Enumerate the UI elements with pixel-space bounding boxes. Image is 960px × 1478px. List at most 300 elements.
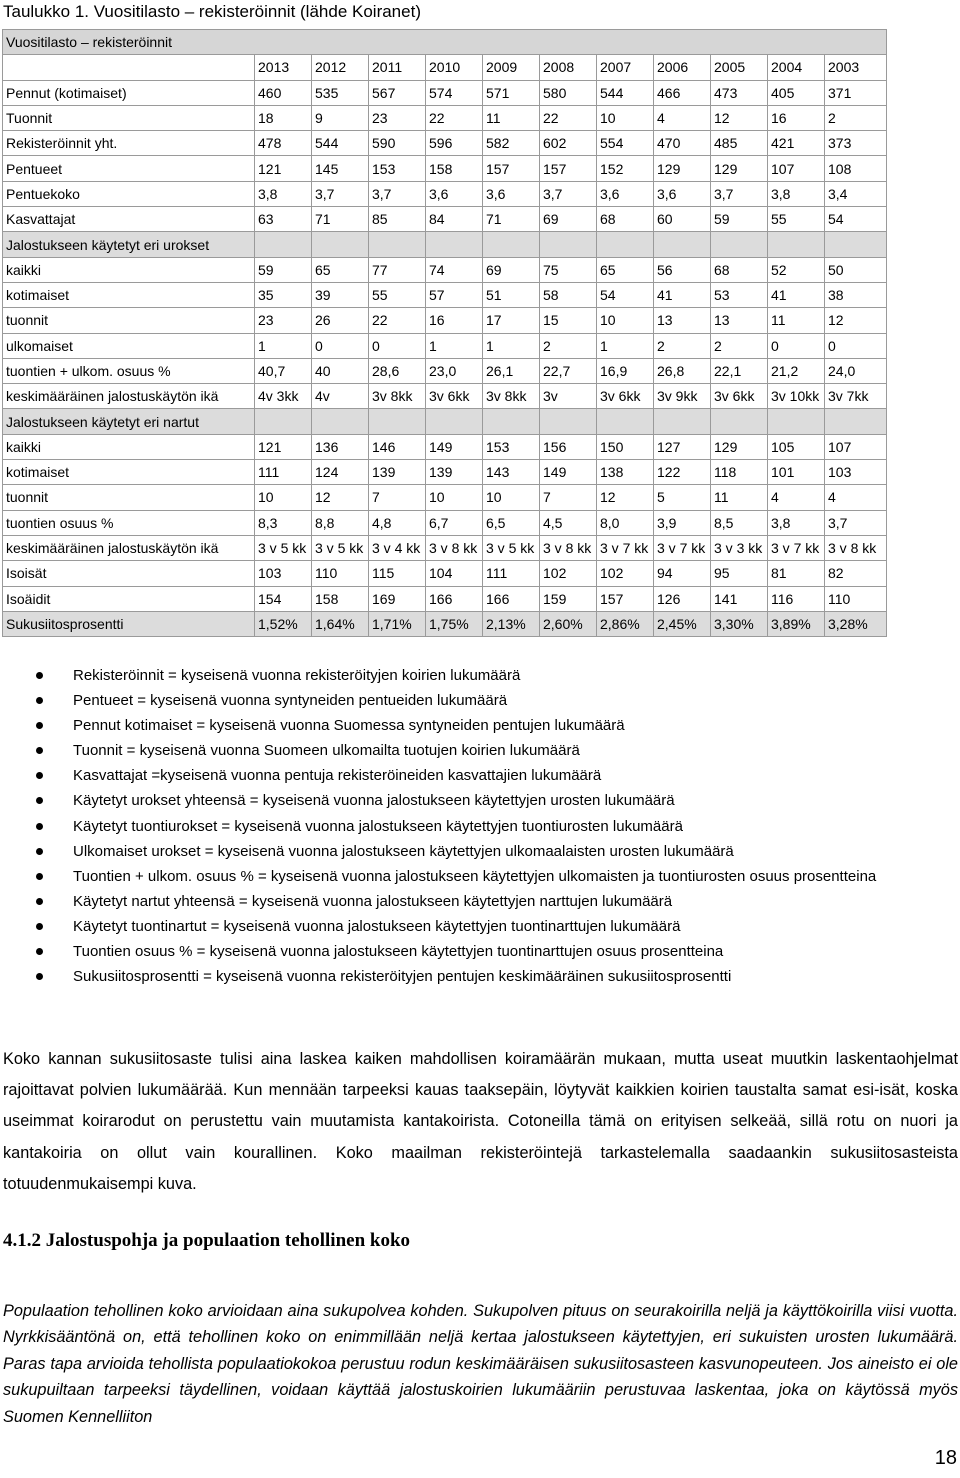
list-item-text: Käytetyt nartut yhteensä = kyseisenä vuonna jalostukseen käytettyjen narttujen lukumäärä [73, 892, 673, 910]
table-cell: 152 [597, 156, 654, 181]
table-cell: 65 [312, 257, 369, 282]
row-label: Pennut (kotimaiset) [3, 80, 255, 105]
table-row [3, 257, 887, 282]
table-cell: 68 [597, 207, 654, 232]
table-cell: 111 [255, 460, 312, 485]
table-cell: 12 [711, 105, 768, 130]
table-cell: 3,8 [768, 510, 825, 535]
table-cell: 58 [540, 282, 597, 307]
table-cell: 3,9 [654, 510, 711, 535]
list-item [0, 663, 960, 688]
list-item [0, 738, 960, 763]
table-cell: 41 [768, 282, 825, 307]
table-cell [711, 409, 768, 434]
table-row [3, 181, 887, 206]
table-cell: 3 v 7 kk [597, 535, 654, 560]
table-cell [597, 232, 654, 257]
table-cell: 126 [654, 586, 711, 611]
table-cell: 157 [483, 156, 540, 181]
row-label: kotimaiset [3, 460, 255, 485]
table-cell: 65 [597, 257, 654, 282]
table-row [3, 460, 887, 485]
row-label: keskimääräinen jalostuskäytön ikä [3, 535, 255, 560]
table-cell: 110 [825, 586, 887, 611]
table-cell: 2,45% [654, 611, 711, 636]
table-cell: 39 [312, 282, 369, 307]
table-cell: 17 [483, 308, 540, 333]
table-row [3, 333, 887, 358]
table-cell: 102 [597, 561, 654, 586]
table-cell: 22,7 [540, 358, 597, 383]
table-cell: 3 v 8 kk [825, 535, 887, 560]
table-cell: 169 [369, 586, 426, 611]
table-cell: 69 [540, 207, 597, 232]
table-cell: 3,6 [654, 181, 711, 206]
table-cell [483, 232, 540, 257]
bullet-icon [36, 948, 43, 955]
table-cell: 55 [369, 282, 426, 307]
table-cell [654, 409, 711, 434]
header-label-cell [3, 55, 255, 80]
table-cell: 3v 8kk [369, 384, 426, 409]
statistics-table [2, 29, 887, 637]
table-cell: 121 [255, 434, 312, 459]
table-cell: 473 [711, 80, 768, 105]
table-cell: 3,4 [825, 181, 887, 206]
table-cell: 470 [654, 131, 711, 156]
table-cell: 139 [369, 460, 426, 485]
list-item-text: Käytetyt urokset yhteensä = kyseisenä vuonna jalostukseen käytettyjen urosten lukumäärä [73, 792, 675, 810]
table-cell: 84 [426, 207, 483, 232]
table-cell: 580 [540, 80, 597, 105]
table-cell: 8,3 [255, 510, 312, 535]
table-cell: 2 [711, 333, 768, 358]
table-cell [369, 232, 426, 257]
table-cell: 535 [312, 80, 369, 105]
table-cell [711, 232, 768, 257]
table-cell: 166 [426, 586, 483, 611]
year-header: 2013 [255, 55, 312, 80]
table-cell: 101 [768, 460, 825, 485]
table-cell: 23 [369, 105, 426, 130]
table-cell [768, 232, 825, 257]
table-cell: 3 v 5 kk [312, 535, 369, 560]
table-cell: 81 [768, 561, 825, 586]
table-cell: 18 [255, 105, 312, 130]
list-item [0, 839, 960, 864]
table-cell: 26 [312, 308, 369, 333]
table-cell: 4v [312, 384, 369, 409]
table-row [3, 485, 887, 510]
table-cell: 26,8 [654, 358, 711, 383]
table-cell: 94 [654, 561, 711, 586]
table-cell: 116 [768, 586, 825, 611]
table-row [3, 156, 887, 181]
row-label: Isoäidit [3, 586, 255, 611]
table-cell: 138 [597, 460, 654, 485]
table-cell: 77 [369, 257, 426, 282]
table-cell: 59 [255, 257, 312, 282]
table-cell: 8,5 [711, 510, 768, 535]
table-cell: 405 [768, 80, 825, 105]
table-cell: 3,6 [426, 181, 483, 206]
table-cell: 3 v 8 kk [426, 535, 483, 560]
table-cell: 13 [711, 308, 768, 333]
table-cell: 143 [483, 460, 540, 485]
row-label: tuontien osuus % [3, 510, 255, 535]
table-cell: 124 [312, 460, 369, 485]
table-cell: 28,6 [369, 358, 426, 383]
table-row [3, 535, 887, 560]
bullet-icon [36, 973, 43, 980]
table-cell [426, 409, 483, 434]
table-cell: 41 [654, 282, 711, 307]
table-cell: 3,7 [711, 181, 768, 206]
table-title-row [3, 30, 887, 55]
list-item [0, 864, 960, 889]
table-row [3, 434, 887, 459]
table-cell: 571 [483, 80, 540, 105]
table-cell: 4,5 [540, 510, 597, 535]
table-cell [654, 232, 711, 257]
table-cell: 149 [426, 434, 483, 459]
list-item-text: Käytetyt tuontinartut = kyseisenä vuonna jalostukseen käytettyjen tuontinarttujen lukumäärä [73, 917, 681, 935]
table-cell: 71 [483, 207, 540, 232]
table-cell: 108 [825, 156, 887, 181]
year-header: 2007 [597, 55, 654, 80]
table-cell: 121 [255, 156, 312, 181]
table-cell: 54 [825, 207, 887, 232]
table-cell: 129 [654, 156, 711, 181]
table-cell: 71 [312, 207, 369, 232]
table-cell: 4,8 [369, 510, 426, 535]
table-cell: 373 [825, 131, 887, 156]
table-cell: 1,75% [426, 611, 483, 636]
list-item-text: Ulkomaiset urokset = kyseisenä vuonna jalostukseen käytettyjen ulkomaalaisten urosten lukumäärä [73, 842, 734, 860]
list-item-text: Rekisteröinnit = kyseisenä vuonna rekisteröityjen koirien lukumäärä [73, 667, 521, 684]
table-cell: 0 [369, 333, 426, 358]
row-label: Kasvattajat [3, 207, 255, 232]
list-item [0, 688, 960, 713]
table-cell: 22 [369, 308, 426, 333]
table-cell: 156 [540, 434, 597, 459]
row-label: ulkomaiset [3, 333, 255, 358]
list-item-text: Kasvattajat =kyseisenä vuonna pentuja rekisteröineiden kasvattajien lukumäärä [73, 767, 602, 785]
table-cell: 159 [540, 586, 597, 611]
year-header: 2003 [825, 55, 887, 80]
table-cell: 0 [768, 333, 825, 358]
table-cell: 3,8 [255, 181, 312, 206]
table-cell: 21,2 [768, 358, 825, 383]
year-header: 2006 [654, 55, 711, 80]
table-cell: 23 [255, 308, 312, 333]
table-cell: 11 [711, 485, 768, 510]
table-cell: 149 [540, 460, 597, 485]
row-label: kotimaiset [3, 282, 255, 307]
table-cell: 3,7 [825, 510, 887, 535]
table-cell: 602 [540, 131, 597, 156]
table-cell: 158 [312, 586, 369, 611]
list-item-text: Pentueet = kyseisenä vuonna syntyneiden pentueiden lukumäärä [73, 692, 508, 710]
table-cell: 82 [825, 561, 887, 586]
table-row [3, 510, 887, 535]
table-cell: 50 [825, 257, 887, 282]
table-cell: 0 [825, 333, 887, 358]
table-cell: 6,5 [483, 510, 540, 535]
table-cell: 3,30% [711, 611, 768, 636]
table-cell: 74 [426, 257, 483, 282]
list-item-text: Käytetyt tuontiurokset = kyseisenä vuonna jalostukseen käytettyjen tuontiurosten lukumäärä [73, 817, 683, 835]
list-item-text: Tuonnit = kyseisenä vuonna Suomeen ulkomailta tuotujen koirien lukumäärä [73, 742, 580, 760]
table-cell: 68 [711, 257, 768, 282]
table-cell: 1 [483, 333, 540, 358]
table-cell: 24,0 [825, 358, 887, 383]
table-cell: 3,6 [483, 181, 540, 206]
table-cell: 1 [597, 333, 654, 358]
table-cell: 75 [540, 257, 597, 282]
definitions-list [0, 663, 960, 989]
table-cell: 69 [483, 257, 540, 282]
table-cell: 13 [654, 308, 711, 333]
row-label: tuontien + ulkom. osuus % [3, 358, 255, 383]
table-cell: 38 [825, 282, 887, 307]
list-item [0, 889, 960, 914]
table-cell: 35 [255, 282, 312, 307]
table-cell: 3v 6kk [711, 384, 768, 409]
table-cell [312, 232, 369, 257]
table-cell: 10 [483, 485, 540, 510]
row-label: tuonnit [3, 485, 255, 510]
table-cell: 3v 9kk [654, 384, 711, 409]
bullet-icon [36, 848, 43, 855]
table-cell: 3,7 [312, 181, 369, 206]
table-cell: 3,28% [825, 611, 887, 636]
table-cell: 3 v 5 kk [483, 535, 540, 560]
table-cell: 60 [654, 207, 711, 232]
table-caption: Taulukko 1. Vuositilasto – rekisteröinnit (lähde Koiranet) [3, 2, 421, 21]
table-cell: 11 [768, 308, 825, 333]
table-cell: 166 [483, 586, 540, 611]
table-cell: 3,89% [768, 611, 825, 636]
table-cell: 40,7 [255, 358, 312, 383]
table-cell [597, 409, 654, 434]
year-header: 2012 [312, 55, 369, 80]
list-item-text: Pennut kotimaiset = kyseisenä vuonna Suomessa syntyneiden pentujen lukumäärä [73, 717, 625, 735]
table-cell: 485 [711, 131, 768, 156]
table-cell: 3v 6kk [597, 384, 654, 409]
table-cell: 129 [711, 156, 768, 181]
table-cell: 3 v 8 kk [540, 535, 597, 560]
table-cell: 1,52% [255, 611, 312, 636]
table-cell: 1,64% [312, 611, 369, 636]
table-cell: 146 [369, 434, 426, 459]
row-label: Sukusiitosprosentti [3, 611, 255, 636]
table-cell [312, 409, 369, 434]
table-cell: 141 [711, 586, 768, 611]
table-cell: 3v 7kk [825, 384, 887, 409]
table-cell: 4 [825, 485, 887, 510]
row-label: Tuonnit [3, 105, 255, 130]
table-cell: 145 [312, 156, 369, 181]
table-cell: 1,71% [369, 611, 426, 636]
table-cell: 4v 3kk [255, 384, 312, 409]
table-cell: 2,13% [483, 611, 540, 636]
table-cell [426, 232, 483, 257]
table-cell: 15 [540, 308, 597, 333]
row-label: Isoisät [3, 561, 255, 586]
list-item [0, 914, 960, 939]
table-cell: 12 [312, 485, 369, 510]
table-cell: 3,7 [540, 181, 597, 206]
table-cell: 102 [540, 561, 597, 586]
list-item [0, 713, 960, 738]
table-cell: 127 [654, 434, 711, 459]
table-cell: 8,8 [312, 510, 369, 535]
table-cell: 10 [597, 105, 654, 130]
italic-paragraph: Populaation tehollinen koko arvioidaan aina sukupolvea kohden. Sukupolven pituus on seurakoirilla neljä ja käyttökoirilla viisi vuotta. Nyrkkisääntönä on, että tehollinen koko on enimmillään neljä kertaa jalostukseen käytettyjen, eri sukuisten urosten lukumäärä. Paras tapa arvioida tehollista populaatiokokoa perustuu rodun keskimääräisen sukusiitosasteen kasvunopeuteen. Jos aineisto ei ole sukupuiltaan tarpeeksi täydellinen, voidaan käyttää jalostuskoirien lukumääriin perustuvaa laskentaa, joka on käytössä myös Suomen Kennelliiton [3, 1302, 958, 1426]
table-row [3, 358, 887, 383]
table-cell: 9 [312, 105, 369, 130]
table-cell: 139 [426, 460, 483, 485]
table-cell: 105 [768, 434, 825, 459]
table-cell: 22,1 [711, 358, 768, 383]
table-cell: 10 [597, 308, 654, 333]
table-cell: 2,60% [540, 611, 597, 636]
table-row [3, 105, 887, 130]
bullet-icon [36, 923, 43, 930]
table-cell [825, 409, 887, 434]
table-cell: 40 [312, 358, 369, 383]
table-cell: 111 [483, 561, 540, 586]
table-cell: 3 v 4 kk [369, 535, 426, 560]
row-label: keskimääräinen jalostuskäytön ikä [3, 384, 255, 409]
table-cell: 3 v 5 kk [255, 535, 312, 560]
table-cell: 460 [255, 80, 312, 105]
table-cell: 157 [597, 586, 654, 611]
table-cell: 16,9 [597, 358, 654, 383]
table-row [3, 586, 887, 611]
table-cell: 12 [825, 308, 887, 333]
table-cell: 57 [426, 282, 483, 307]
table-cell: 103 [825, 460, 887, 485]
bullet-icon [36, 672, 43, 679]
list-item [0, 763, 960, 788]
table-cell: 129 [711, 434, 768, 459]
table-cell: 59 [711, 207, 768, 232]
table-cell: 4 [768, 485, 825, 510]
bullet-icon [36, 873, 43, 880]
page-number: 18 [934, 1447, 957, 1469]
table-cell: 136 [312, 434, 369, 459]
table-cell: 2 [825, 105, 887, 130]
table-cell: 371 [825, 80, 887, 105]
table-cell: 107 [768, 156, 825, 181]
table-cell: 3 v 7 kk [654, 535, 711, 560]
table-cell: 16 [768, 105, 825, 130]
table-cell: 2 [540, 333, 597, 358]
table-cell: 154 [255, 586, 312, 611]
table-cell: 22 [540, 105, 597, 130]
row-label: tuonnit [3, 308, 255, 333]
table-cell: 3,8 [768, 181, 825, 206]
table-cell: 22 [426, 105, 483, 130]
table-cell: 2,86% [597, 611, 654, 636]
table-cell: 95 [711, 561, 768, 586]
year-header: 2005 [711, 55, 768, 80]
table-cell: 3v 10kk [768, 384, 825, 409]
table-cell: 554 [597, 131, 654, 156]
table-row [3, 384, 887, 409]
table-cell: 150 [597, 434, 654, 459]
table-cell: 54 [597, 282, 654, 307]
table-cell: 153 [369, 156, 426, 181]
table-cell: 1 [426, 333, 483, 358]
table-cell: 7 [540, 485, 597, 510]
table-row [3, 232, 887, 257]
bullet-icon [36, 747, 43, 754]
table-cell [540, 232, 597, 257]
table-cell: 3,6 [597, 181, 654, 206]
bullet-icon [36, 797, 43, 804]
table-cell: 6,7 [426, 510, 483, 535]
bullet-icon [36, 823, 43, 830]
table-cell: 478 [255, 131, 312, 156]
table-cell: 0 [312, 333, 369, 358]
bullet-icon [36, 697, 43, 704]
table-cell: 3v 8kk [483, 384, 540, 409]
table-cell: 10 [426, 485, 483, 510]
table-cell: 5 [654, 485, 711, 510]
table-cell: 1 [255, 333, 312, 358]
table-cell: 10 [255, 485, 312, 510]
table-row [3, 611, 887, 636]
row-label: Jalostukseen käytetyt eri nartut [3, 409, 255, 434]
row-label: Jalostukseen käytetyt eri urokset [3, 232, 255, 257]
table-cell: 574 [426, 80, 483, 105]
table-cell: 26,1 [483, 358, 540, 383]
table-cell: 85 [369, 207, 426, 232]
list-item [0, 788, 960, 813]
year-header: 2011 [369, 55, 426, 80]
table-cell: 107 [825, 434, 887, 459]
table-row [3, 308, 887, 333]
section-heading: 4.1.2 Jalostuspohja ja populaation tehollinen koko [3, 1230, 411, 1251]
table-cell [768, 409, 825, 434]
list-item-text: Tuontien osuus % = kyseisenä vuonna jalostukseen käytettyjen tuontinarttujen osuus prosentteina [73, 943, 724, 961]
list-item [0, 814, 960, 839]
table-cell: 115 [369, 561, 426, 586]
body-paragraph: Koko kannan sukusiitosaste tulisi aina laskea kaiken mahdollisen koiramäärän mukaan, mutta useat muutkin laskentaohjelmat rajoittavat polvien lukumäärää. Kun mennään tarpeeksi kauas taaksepäin, löytyvät kaikkien koirien taustalta samat esi-isät, koska useimmat koirarodut on perustettu vain muutamista kantakoirista. Cotoneilla tämä on erityisen selkeää, sillä rotu on nuori ja kantakoiria on ollut vain kourallinen. Koko maailman rekisteröintejä tarkastelemalla saadaankin sukusiitosasteista totuudenmukaisempi kuva. [3, 1050, 958, 1193]
year-header: 2010 [426, 55, 483, 80]
table-cell: 544 [312, 131, 369, 156]
table-cell: 3v 6kk [426, 384, 483, 409]
table-cell: 3v [540, 384, 597, 409]
table-cell [255, 409, 312, 434]
table-row [3, 131, 887, 156]
table-cell: 4 [654, 105, 711, 130]
table-cell: 52 [768, 257, 825, 282]
table-cell: 596 [426, 131, 483, 156]
table-row [3, 409, 887, 434]
year-header: 2008 [540, 55, 597, 80]
table-cell: 51 [483, 282, 540, 307]
table-cell [483, 409, 540, 434]
table-row [3, 561, 887, 586]
bullet-icon [36, 722, 43, 729]
table-cell: 3 v 3 kk [711, 535, 768, 560]
table-cell: 567 [369, 80, 426, 105]
table-cell: 582 [483, 131, 540, 156]
